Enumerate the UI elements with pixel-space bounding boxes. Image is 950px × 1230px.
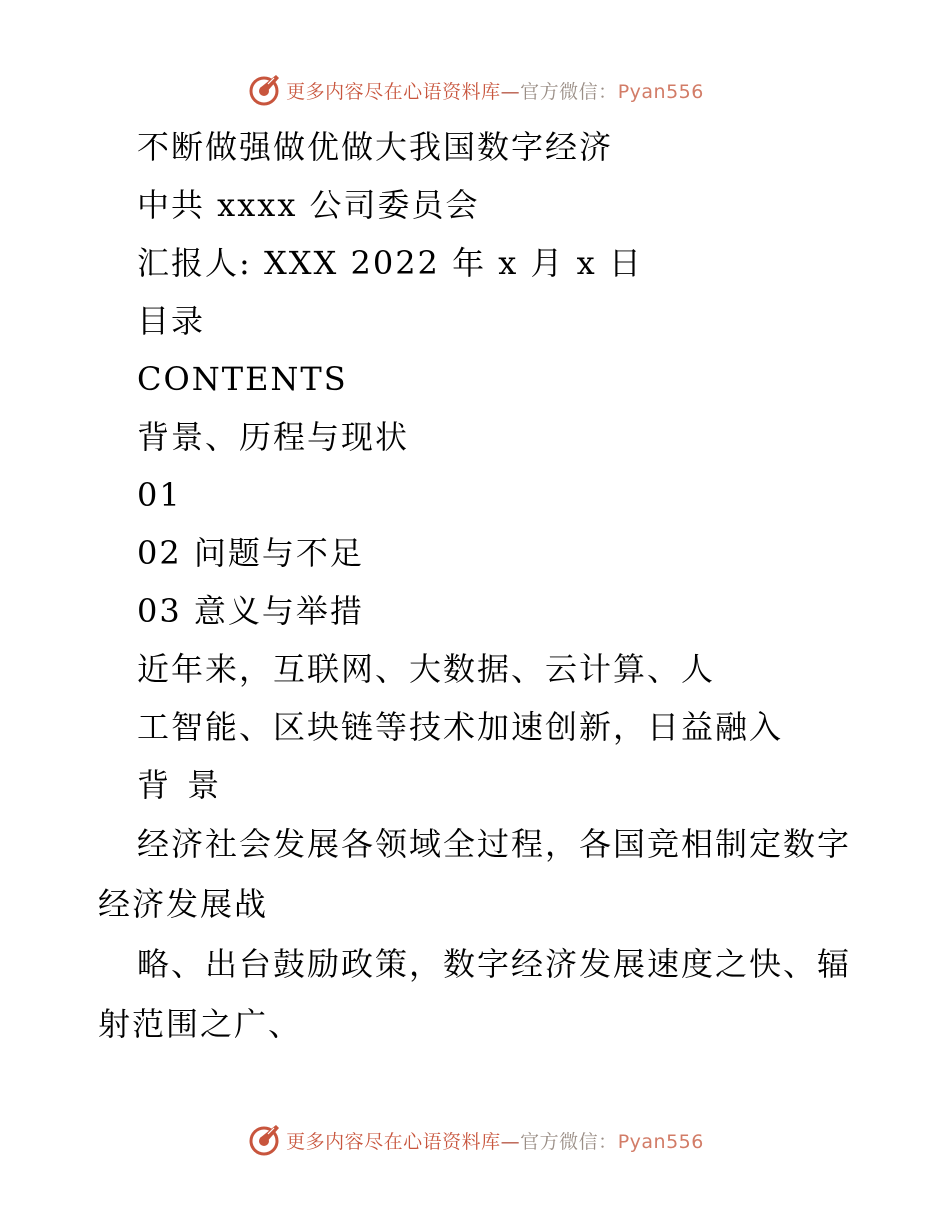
document-title: 不断做强做优做大我国数字经济 [137, 128, 614, 166]
watermark-official-label: 官方微信： [520, 80, 618, 103]
watermark-wechat-id: Pyan556 [617, 80, 704, 103]
toc-item: 03 意义与举措 [137, 592, 364, 630]
body-paragraph: 略、出台鼓励政策，数字经济发展速度之快、辐射范围之广、 [98, 945, 852, 1043]
watermark-separator: — [500, 1130, 521, 1153]
watermark-main-text: 更多内容尽在心语资料库 [286, 1130, 501, 1153]
watermark-wechat-id: Pyan556 [617, 1130, 704, 1153]
body-line: 近年来，互联网、大数据、云计算、人 [137, 650, 716, 688]
organization-line: 中共 xxxx 公司委员会 [137, 186, 480, 224]
body-line: 工智能、区块链等技术加速创新，日益融入 [137, 708, 784, 746]
toc-heading: 目录 [137, 302, 206, 340]
toc-item-text: 背景、历程与现状 [137, 418, 410, 456]
watermark-separator: — [500, 80, 521, 103]
watermark-official-label: 官方微信： [520, 1130, 618, 1153]
toc-item: 02 问题与不足 [137, 534, 364, 572]
footer-watermark [0, 1120, 950, 1160]
feather-pen-logo-icon [246, 72, 282, 108]
section-label: 背 景 [137, 766, 224, 804]
toc-item-number: 01 [137, 476, 182, 514]
header-watermark [0, 70, 950, 110]
reporter-date-line: 汇报人: XXX 2022 年 x 月 x 日 [137, 244, 643, 282]
toc-heading-english: CONTENTS [137, 360, 348, 398]
body-paragraph: 经济社会发展各领域全过程，各国竞相制定数字经济发展战 [98, 825, 852, 923]
document-body [0, 118, 950, 1054]
watermark-text [286, 77, 704, 104]
watermark-main-text: 更多内容尽在心语资料库 [286, 80, 501, 103]
watermark-text [286, 1127, 704, 1154]
feather-pen-logo-icon [246, 1122, 282, 1158]
